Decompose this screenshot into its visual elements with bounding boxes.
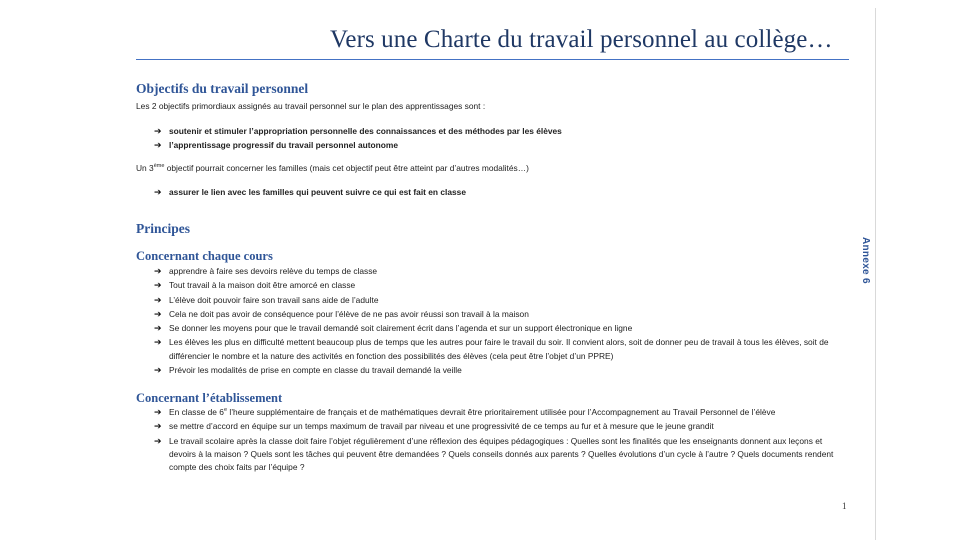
list-item xyxy=(154,406,844,419)
list-item-text: Se donner les moyens pour que le travail demandé soit clairement écrit dans l’agenda et sur un support électronique en ligne xyxy=(169,323,633,334)
list-item xyxy=(154,364,844,377)
list-item-text: L’élève doit pouvoir faire son travail sans aide de l’adulte xyxy=(169,294,379,305)
arrow-right-icon: ➔ xyxy=(154,187,162,197)
list-item xyxy=(154,279,844,292)
item1-superscript: e xyxy=(223,407,227,414)
list-item-text: soutenir et stimuler l’appropriation personnelle des connaissances et des méthodes par les élèves xyxy=(169,126,562,136)
arrow-right-icon: ➔ xyxy=(154,126,162,136)
page-title: Vers une Charte du travail personnel au collège… xyxy=(330,26,833,53)
list-item xyxy=(154,294,844,307)
right-margin-line xyxy=(875,8,876,540)
arrow-right-icon: ➔ xyxy=(154,421,162,432)
etablissement-list xyxy=(154,406,844,475)
list-item xyxy=(154,138,844,152)
arrow-right-icon: ➔ xyxy=(154,308,162,319)
arrow-right-icon: ➔ xyxy=(154,294,162,305)
annex-label: Annexe 6 xyxy=(860,237,871,284)
arrow-right-icon: ➔ xyxy=(154,364,162,375)
item1-text-start: En classe de 6 xyxy=(169,407,224,417)
cours-heading: Concernant chaque cours xyxy=(136,249,273,263)
objectifs-third-list xyxy=(154,185,844,199)
arrow-right-icon: ➔ xyxy=(154,337,162,348)
list-item xyxy=(154,435,844,475)
page-number: 1 xyxy=(842,501,847,511)
list-item xyxy=(154,322,844,335)
list-item xyxy=(154,420,844,433)
cours-list xyxy=(154,265,844,378)
list-item-text: apprendre à faire ses devoirs relève du temps de classe xyxy=(169,266,378,276)
arrow-right-icon: ➔ xyxy=(154,280,162,291)
list-item-text: Prévoir les modalités de prise en compte en classe du travail demandé la veille xyxy=(169,364,462,375)
list-item xyxy=(154,336,844,362)
list-item-text: Le travail scolaire après la classe doit faire l’objet régulièrement d’une réflexion des équipes pédagogiques : Quelles sont les finalités que les enseignants donnent aux leçons et devoirs à la maison ? Quels sont les tâches qui peuvent être demandées ? Quels conseils donnés aux parents ? Quelles évolutions d’un cycle à l’autre ? Quels documents rendent compte des choix faits par l’équipe ? xyxy=(169,435,834,472)
list-item xyxy=(154,124,844,138)
list-item-text: Les élèves les plus en difficulté mettent beaucoup plus de temps que les autres pour faire le travail du soir. Il convient alors, soit de donner peu de travail à tous les élèves, soit de différencier le nombre et la nature des activités en fonction des possibilités des élèves (cela peut être l’objet d’un PPRE) xyxy=(169,337,829,361)
list-item-text: Tout travail à la maison doit être amorcé en classe xyxy=(169,280,356,291)
principes-heading: Principes xyxy=(136,221,190,236)
arrow-right-icon: ➔ xyxy=(154,407,162,417)
title-underline xyxy=(136,59,849,60)
arrow-right-icon: ➔ xyxy=(154,266,162,276)
objectifs-third xyxy=(136,163,529,173)
list-item-text: se mettre d’accord en équipe sur un temps maximum de travail par niveau et une progressivité de ce temps au fur et à mesure que le jeune grandit xyxy=(169,421,714,432)
third-text-end: objectif pourrait concerner les familles (mais cet objectif peut être atteint par d’autres modalités…) xyxy=(164,163,529,173)
list-item-text: assurer le lien avec les familles qui peuvent suivre ce qui est fait en classe xyxy=(169,187,466,197)
list-item xyxy=(154,308,844,321)
arrow-right-icon: ➔ xyxy=(154,140,162,150)
objectifs-intro: Les 2 objectifs primordiaux assignés au travail personnel sur le plan des apprentissages sont : xyxy=(136,101,486,111)
list-item-text: Cela ne doit pas avoir de conséquence pour l’élève de ne pas avoir réussi son travail à la maison xyxy=(169,308,529,319)
item1-text-end: l’heure supplémentaire de français et de mathématiques devrait être prioritairement utilisée pour l’Accompagnement au Travail Personnel de l’élève xyxy=(227,407,776,417)
arrow-right-icon: ➔ xyxy=(154,323,162,334)
arrow-right-icon: ➔ xyxy=(154,435,162,446)
objectifs-heading: Objectifs du travail personnel xyxy=(136,81,309,96)
list-item-text: l’apprentissage progressif du travail personnel autonome xyxy=(169,140,398,150)
list-item xyxy=(154,265,844,278)
objectifs-list xyxy=(154,124,844,152)
etablissement-heading: Concernant l’établissement xyxy=(136,391,283,405)
list-item xyxy=(154,185,844,199)
third-text-start: Un 3 xyxy=(136,163,154,173)
third-superscript: ème xyxy=(153,163,165,170)
